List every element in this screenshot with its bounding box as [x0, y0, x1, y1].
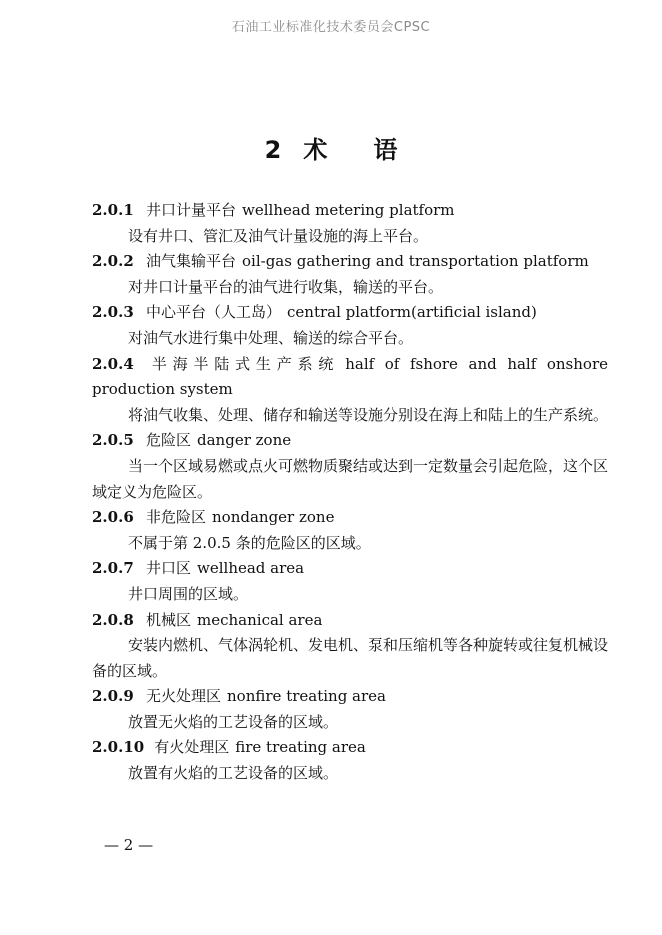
term-entry	[92, 300, 608, 351]
section-title-char-1: 术	[303, 136, 328, 164]
term-definition: 对油气水进行集中处理、输送的综合平台。	[128, 328, 414, 347]
term-chinese: 半海半陆式生产系统	[146, 354, 340, 373]
term-english: oil-gas gathering and transportation platform	[242, 252, 589, 271]
term-english: wellhead metering platform	[242, 201, 455, 219]
term-heading	[92, 352, 608, 403]
term-chinese: 井口计量平台	[146, 201, 237, 219]
term-heading	[92, 556, 608, 582]
term-chinese: 非危险区	[146, 508, 207, 527]
term-english: central platform(artificial island)	[287, 303, 537, 322]
term-number: 2.0.7	[92, 559, 134, 578]
term-entry	[92, 505, 608, 556]
term-entry	[92, 249, 608, 300]
term-definition: 放置无火焰的工艺设备的区域。	[128, 712, 339, 731]
section-title-char-2: 语	[373, 136, 398, 164]
term-number: 2.0.8	[92, 610, 134, 629]
term-heading	[92, 608, 608, 634]
term-number: 2.0.5	[92, 431, 134, 450]
term-definition: 井口周围的区域。	[128, 584, 249, 603]
term-chinese: 无火处理区	[146, 687, 222, 706]
section-number: 2	[264, 136, 282, 164]
term-definition: 设有井口、管汇及油气计量设施的海上平台。	[128, 226, 429, 245]
term-number: 2.0.4	[92, 354, 134, 373]
page-number: — 2 —	[104, 836, 154, 854]
term-entry	[92, 735, 608, 786]
term-definition: 放置有火焰的工艺设备的区域。	[128, 764, 339, 783]
term-heading	[92, 198, 608, 224]
term-english: fire treating area	[235, 738, 366, 757]
term-english: danger zone	[197, 431, 292, 450]
term-english: nonfire treating area	[227, 687, 386, 706]
term-chinese: 井口区	[146, 559, 192, 578]
term-chinese: 有火处理区	[154, 738, 230, 757]
term-definition: 当一个区域易燃或点火可燃物质聚结或达到一定数量会引起危险，这个区域定义为危险区。	[92, 456, 609, 501]
term-number: 2.0.2	[92, 252, 134, 271]
section-title	[0, 130, 662, 165]
term-heading	[92, 300, 608, 326]
term-english: wellhead area	[197, 559, 305, 578]
term-entry	[92, 428, 608, 505]
term-number: 2.0.1	[92, 201, 134, 219]
term-definition: 安装内燃机、气体涡轮机、发电机、泵和压缩机等各种旋转或往复机械设备的区域。	[92, 636, 609, 680]
term-definition: 将油气收集、处理、储存和输送等设施分别设在海上和陆上的生产系统。	[128, 405, 609, 424]
term-heading	[92, 505, 608, 531]
term-number: 2.0.3	[92, 303, 134, 322]
term-entry	[92, 608, 608, 685]
term-english: nondanger zone	[212, 508, 335, 527]
term-heading	[92, 249, 608, 275]
term-entry	[92, 684, 608, 735]
term-heading	[92, 735, 608, 761]
term-entry	[92, 198, 608, 249]
term-chinese: 机械区	[146, 610, 192, 629]
term-heading	[92, 684, 608, 710]
term-chinese: 中心平台（人工岛）	[146, 303, 282, 322]
term-chinese: 油气集输平台	[146, 252, 237, 271]
term-entry	[92, 352, 608, 429]
term-number: 2.0.9	[92, 687, 134, 706]
term-number: 2.0.10	[92, 738, 145, 757]
term-definition: 对井口计量平台的油气进行收集，输送的平台。	[128, 277, 444, 296]
term-entry	[92, 556, 608, 607]
terms-list	[92, 198, 608, 787]
term-heading	[92, 428, 608, 454]
term-english: half of fshore and half onshore production system	[92, 354, 608, 399]
watermark-text: 石油工业标准化技术委员会CPSC	[231, 20, 431, 35]
term-number: 2.0.6	[92, 508, 134, 527]
term-definition: 不属于第 2.0.5 条的危险区的区域。	[128, 533, 371, 552]
term-english: mechanical area	[197, 610, 323, 629]
term-chinese: 危险区	[146, 431, 192, 450]
